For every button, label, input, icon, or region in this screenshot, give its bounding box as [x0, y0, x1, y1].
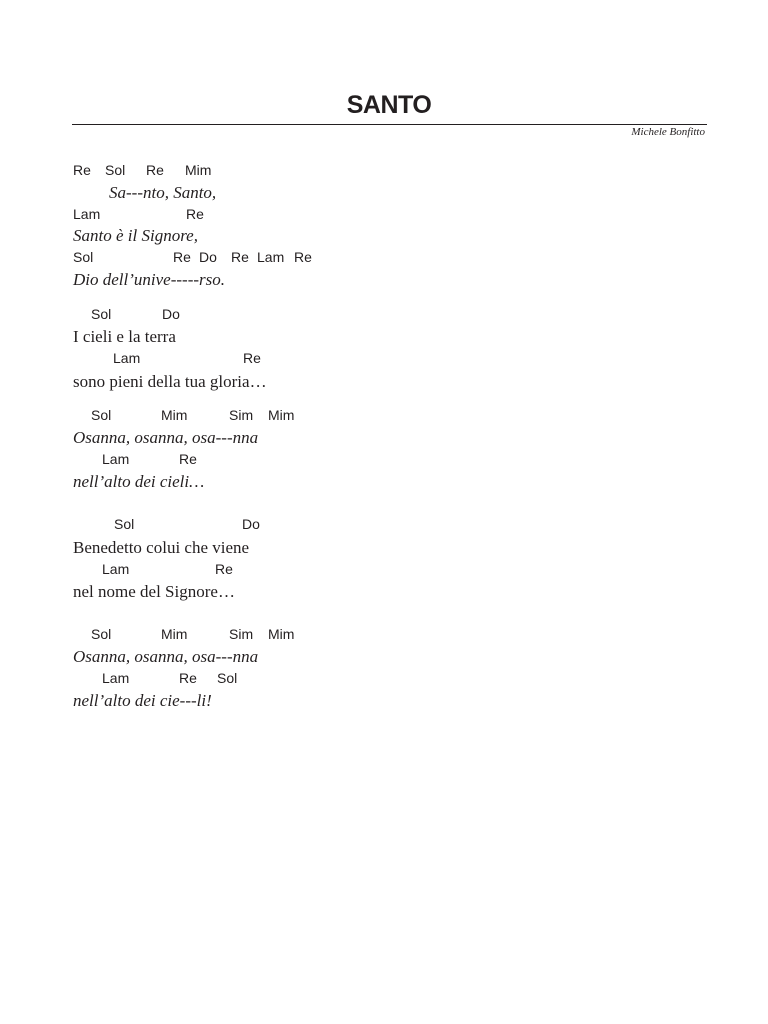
chord: Lam: [257, 249, 285, 265]
chord: Do: [199, 249, 217, 265]
title-divider: [72, 124, 707, 125]
chord: Mim: [161, 407, 188, 423]
chord: Mim: [268, 407, 295, 423]
chord: Sol: [91, 626, 112, 642]
chord: Sol: [114, 516, 135, 532]
chord: Sol: [105, 162, 126, 178]
lyric-text: Santo è il Signore,: [73, 226, 198, 245]
chord: Re: [243, 350, 261, 366]
chord: Re: [146, 162, 164, 178]
chord: Re: [173, 249, 191, 265]
chord: Re: [73, 162, 91, 178]
chord: Mim: [161, 626, 188, 642]
chord: Lam: [113, 350, 141, 366]
chord: Lam: [73, 206, 101, 222]
chord: Do: [242, 516, 260, 532]
chord: Re: [179, 451, 197, 467]
chord: Lam: [102, 561, 130, 577]
chord: Sim: [229, 407, 254, 423]
lyric-text: nell’alto dei cie---li!: [73, 691, 212, 710]
chord: Sol: [91, 306, 112, 322]
chord: Mim: [268, 626, 295, 642]
lyric-text: I cieli e la terra: [73, 327, 176, 346]
chord: Sol: [91, 407, 112, 423]
song-author: Michele Bonfitto: [631, 126, 705, 138]
lyric-text: nel nome del Signore…: [73, 582, 235, 601]
chord: Lam: [102, 451, 130, 467]
lyric-text: Osanna, osanna, osa---nna: [73, 428, 259, 447]
chord: Sol: [217, 670, 238, 686]
chord: Re: [294, 249, 312, 265]
chord: Re: [186, 206, 204, 222]
lyric-text: Sa---nto, Santo,: [109, 183, 217, 202]
lyric-text: Dio dell’unive-----rso.: [73, 270, 226, 289]
chord: Mim: [185, 162, 212, 178]
lyric-text: sono pieni della tua gloria…: [73, 372, 267, 391]
chord: Re: [179, 670, 197, 686]
lyric-text: Osanna, osanna, osa---nna: [73, 647, 259, 666]
lyric-text: Benedetto colui che viene: [73, 538, 250, 557]
lyric-text: nell’alto dei cieli…: [73, 472, 205, 491]
chord: Lam: [102, 670, 130, 686]
chord: Re: [215, 561, 233, 577]
chord: Sim: [229, 626, 254, 642]
chord: Sol: [73, 249, 94, 265]
song-title: SANTO: [346, 91, 432, 119]
chord: Re: [231, 249, 249, 265]
chord: Do: [162, 306, 180, 322]
